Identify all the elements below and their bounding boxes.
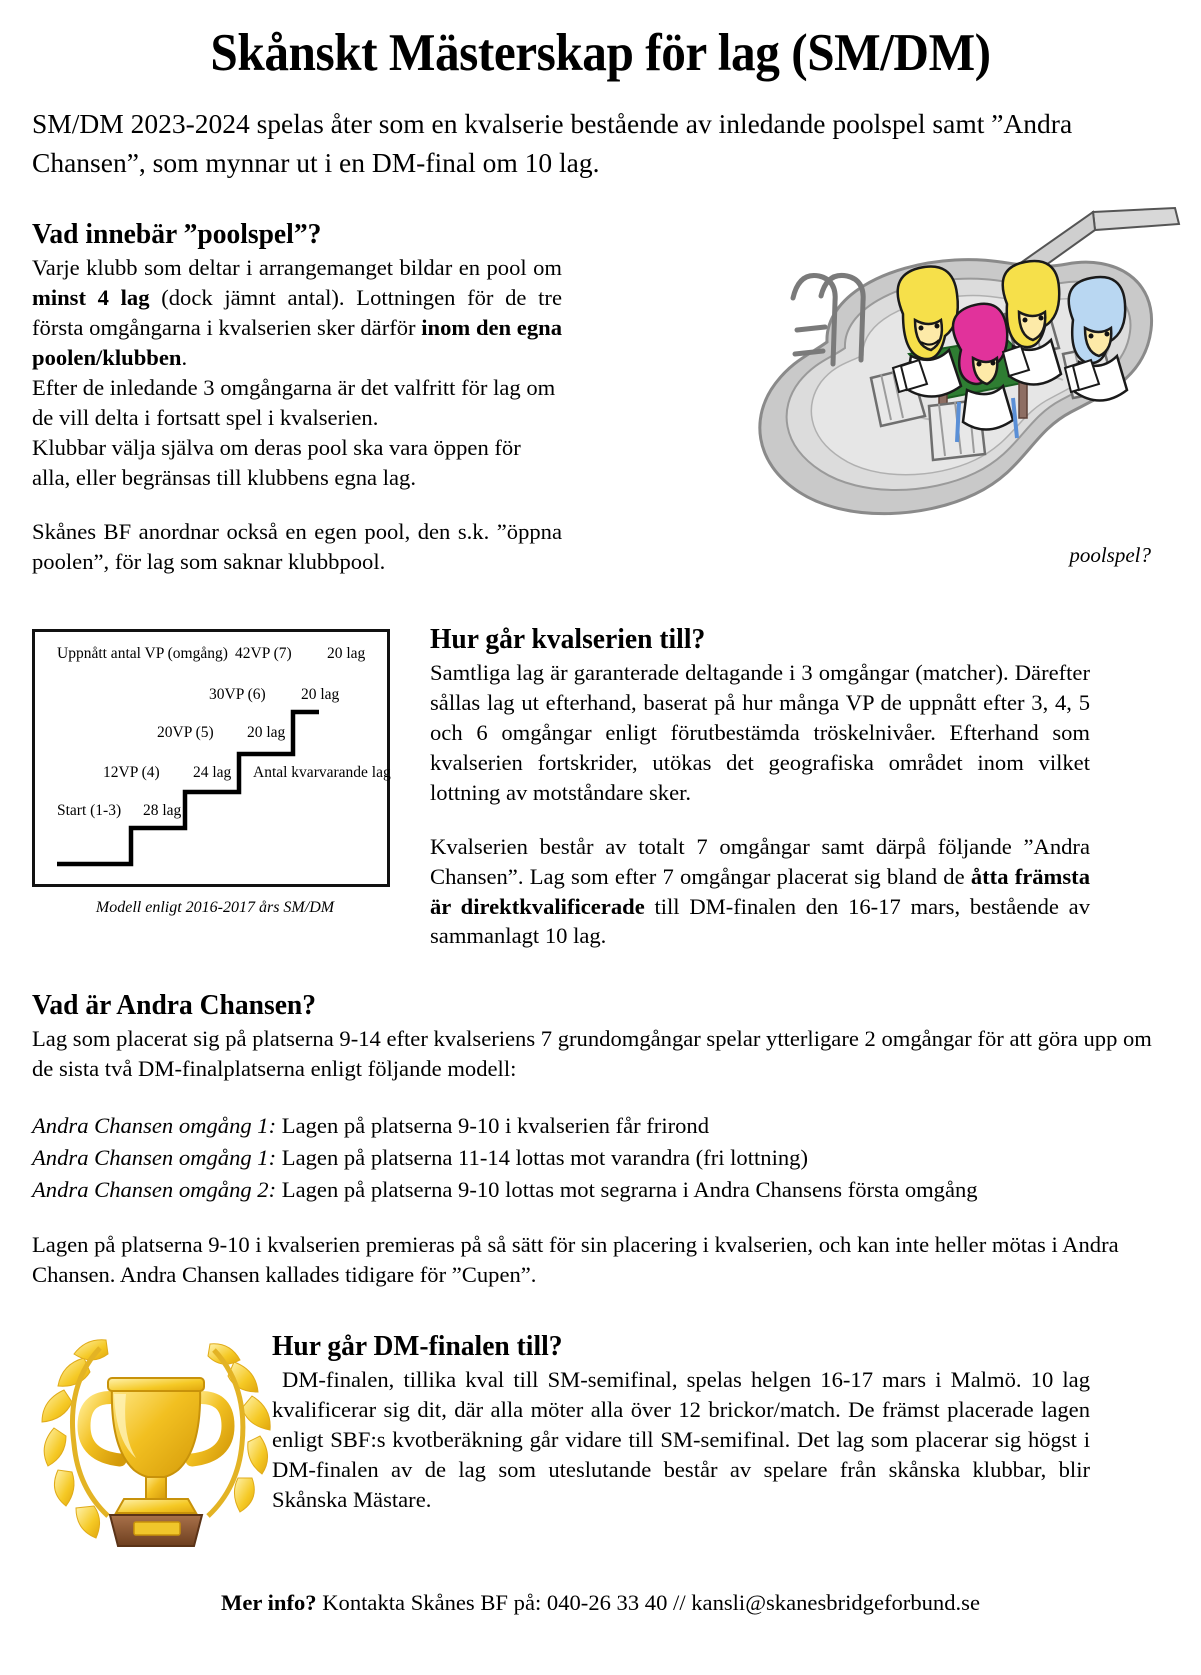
andra-chansen-intro: Lag som placerat sig på platserna 9-14 efter kvalseriens 7 grundomgångar spelar ytterligare 2 omgångar för att göra upp om de sista två DM-finalplatserna enligt följande modell: — [32, 1026, 1152, 1081]
paragraph-spacer — [430, 808, 1090, 832]
page-title: Skånskt Mästerskap för lag (SM/DM) — [210, 24, 991, 82]
andra-chansen-section — [32, 989, 1169, 1290]
pool-image-caption: poolspel? — [1069, 543, 1151, 568]
round-1-label: Andra Chansen omgång 1: — [32, 1112, 277, 1138]
poolspel-paragraph-4: Skånes BF anordnar också en egen pool, den s.k. ”öppna poolen”, för lag som saknar klubbpool. — [32, 518, 562, 574]
heading-dm-final: Hur går DM-finalen till? — [272, 1329, 563, 1362]
stair-diagram — [32, 629, 390, 887]
dm-final-section — [32, 1330, 1169, 1560]
round-2-text: Lagen på platserna 11-14 lottas mot varandra (fri lottning) — [276, 1144, 808, 1170]
diagram-axis-label-left: Uppnått antal VP (omgång) — [57, 644, 228, 662]
paragraph-spacer — [32, 1206, 1169, 1230]
trophy-icon — [38, 1332, 274, 1557]
kvalserien-p2-bold: åtta främsta är direktkvalificerade — [430, 863, 1090, 919]
kvalserien-p2-part-a: Kvalserien består av totalt 7 omgångar samt därpå följande ”Andra Chansen”. Lag som efter 7 omgångar placerat sig bland de — [430, 833, 1090, 889]
kvalserien-text-column — [430, 623, 1090, 952]
andra-chansen-round-2 — [32, 1142, 1169, 1174]
andra-chansen-outro: Lagen på platserna 9-10 i kvalserien premieras på så sätt för sin placering i kvalserien, och kan inte heller mötas i Andra Chansen. Andra Chansen kallades tidigare för ”Cupen”. — [32, 1232, 1119, 1288]
diagram-step-1-vp: Start (1-3) — [57, 801, 122, 819]
poolspel-section — [32, 218, 1169, 577]
footer-text: Kontakta Skånes BF på: 040-26 33 40 // kansli@skanesbridgeforbund.se — [316, 1589, 980, 1615]
kvalserien-section — [32, 623, 1169, 953]
andra-chansen-round-list — [32, 1110, 1169, 1206]
document-page — [0, 26, 1201, 1675]
heading-kvalserien: Hur går kvalserien till? — [430, 622, 706, 655]
poolspel-p1-bold-2: inom den egna poolen/klubben — [32, 315, 562, 371]
diagram-step-3-vp: 20VP (5) — [157, 723, 214, 741]
kvalserien-paragraph-1: Samtliga lag är garanterade deltagande i 3 omgångar (matcher). Därefter sållas lag ut efterhand, baserat på hur många VP de uppnått efter 3, 4, 5 och 6 omgångar enligt förutbestämda tröskelnivåer. Efterhand som kvalserien fortskrider, utökas det geografiska området inom vilket lottning av motståndare sker. — [430, 660, 1090, 805]
poolspel-paragraph-3: Klubbar välja själva om deras pool ska vara öppen för alla, eller begränsas till klubbens egna lag. — [32, 435, 521, 490]
round-3-text: Lagen på platserna 9-10 lottas mot segrarna i Andra Chansens första omgång — [276, 1177, 978, 1203]
heading-andra-chansen: Vad är Andra Chansen? — [32, 988, 317, 1021]
paragraph-spacer — [32, 493, 562, 517]
poolspel-p1-part-c: (dock jämnt antal). Lottningen för de tre första omgångarna i kvalserien sker därför — [32, 285, 562, 341]
footer-label: Mer info? — [221, 1589, 317, 1615]
diagram-axis-label-right: Antal kvarvarande lag — [253, 763, 391, 781]
kvalserien-p2-part-c: till DM-finalen den 16-17 mars, bestående av sammanlagt 10 lag. — [430, 893, 1090, 949]
poolspel-paragraph-1 — [32, 253, 562, 373]
kvalserien-paragraph-2 — [430, 832, 1090, 952]
lead-paragraph: SM/DM 2023-2024 spelas åter som en kvalserie bestående av inledande poolspel samt ”Andra Chansen”, som mynnar ut i en DM-final om 10 lag. — [32, 108, 1073, 179]
diagram-step-2-teams: 24 lag — [193, 763, 232, 781]
round-3-label: Andra Chansen omgång 2: — [32, 1177, 277, 1203]
dm-final-paragraph: DM-finalen, tillika kval till SM-semifinal, spelas helgen 16-17 mars i Malmö. 10 lag kvalificerar sig dit, där alla möter alla över 12 brickor/match. De främst placerade lagen enligt SBF:s kvotberäkning går vidare till SM-semifinal. Det lag som placerar sig högst i DM-finalen av de lag som uteslutande består av spelare från skånska klubbar, blir Skånska Mästare. — [272, 1367, 1090, 1512]
round-1-text: Lagen på platserna 9-10 i kvalserien får frirond — [276, 1112, 710, 1138]
stair-diagram-column — [32, 629, 398, 917]
poolspel-p1-part-a: Varje klubb som deltar i arrangemanget bildar en pool om — [32, 255, 562, 281]
dm-final-text-column — [272, 1330, 1090, 1515]
poolspel-text-column — [32, 218, 562, 577]
diagram-step-4-vp: 30VP (6) — [209, 685, 266, 703]
diagram-step-4-teams: 20 lag — [301, 685, 340, 703]
diagram-step-5-teams: 20 lag — [327, 644, 366, 662]
poolspel-paragraph-2: Efter de inledande 3 omgångarna är det valfritt för lag om de vill delta i fortsatt spel i kvalserien. — [32, 375, 556, 431]
poolspel-p1-part-e: . — [181, 345, 188, 371]
pool-illustration — [675, 202, 1183, 547]
footer-contact — [32, 1590, 1169, 1616]
diagram-step-5-vp: 42VP (7) — [235, 644, 292, 662]
diagram-caption: Modell enligt 2016-2017 års SM/DM — [95, 898, 335, 916]
andra-chansen-round-1 — [32, 1110, 1169, 1142]
poolspel-p1-bold-1: minst 4 lag — [32, 285, 150, 311]
diagram-step-2-vp: 12VP (4) — [103, 763, 160, 781]
diagram-step-3-teams: 20 lag — [247, 723, 286, 741]
diagram-step-1-teams: 28 lag — [143, 801, 182, 819]
round-2-label: Andra Chansen omgång 1: — [32, 1144, 277, 1170]
andra-chansen-round-3 — [32, 1174, 1169, 1206]
heading-poolspel: Vad innebär ”poolspel”? — [32, 218, 322, 251]
